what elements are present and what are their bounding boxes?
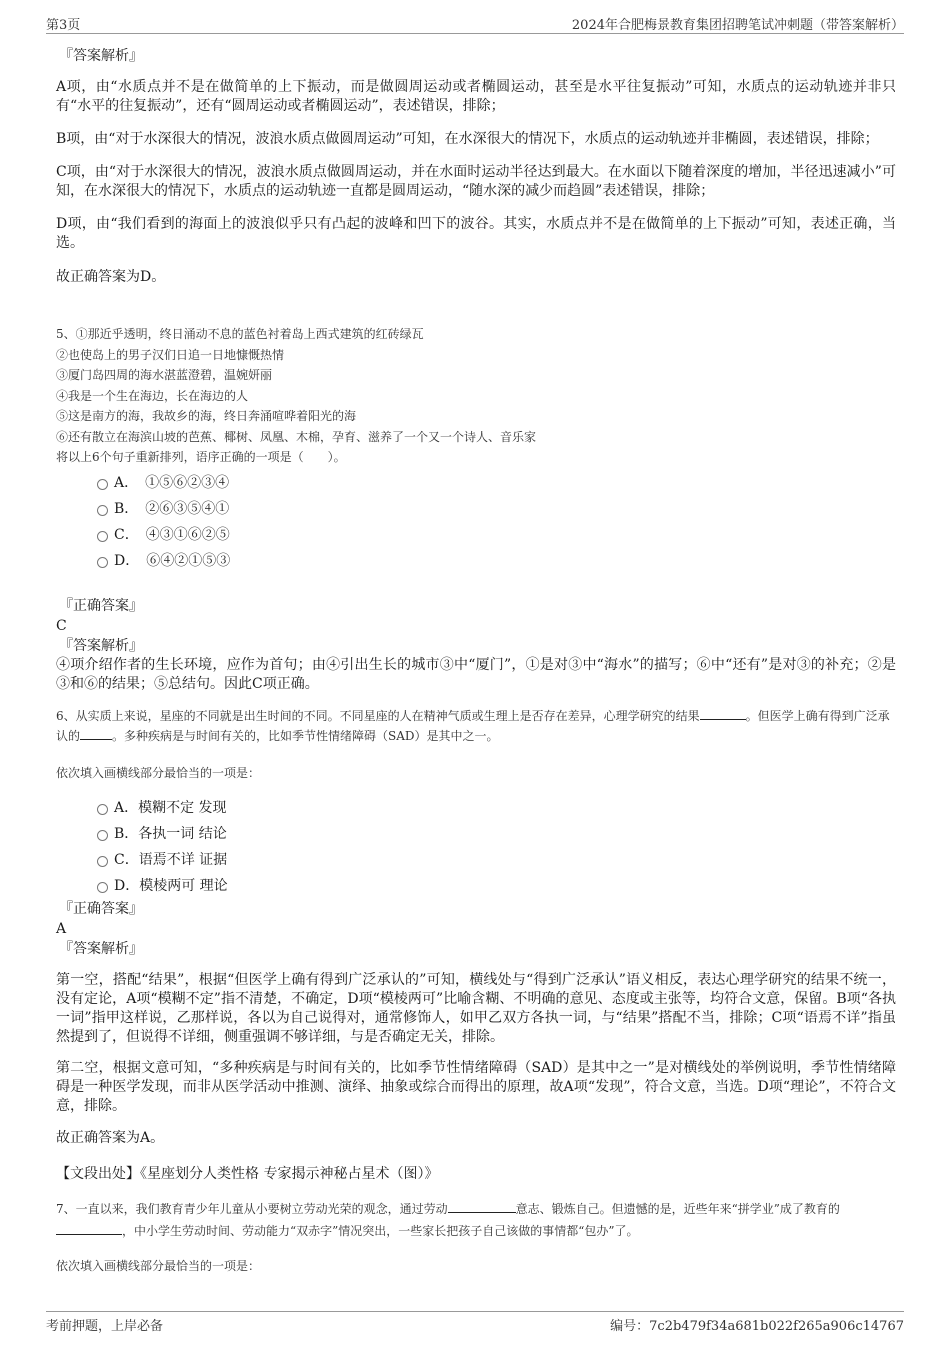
q5-line: ④我是一个生在海边，长在海边的人	[56, 388, 249, 403]
radio-icon[interactable]	[97, 856, 108, 867]
q6-source: 【文段出处】《星座划分人类性格 专家揭示神秘占星术（图）》	[56, 1166, 439, 1182]
page-content	[56, 46, 896, 1277]
q6-answer-label: 『正确答案』	[59, 901, 143, 917]
q5-options	[56, 470, 896, 574]
page-footer	[46, 1315, 904, 1334]
option-label: B． ②⑥③⑤④①	[114, 500, 230, 517]
q7-stem	[56, 1198, 896, 1242]
q5-answer-label: 『正确答案』	[59, 597, 143, 614]
document-code: 编号：7c2b479f34a681b022f265a906c14767	[610, 1319, 904, 1334]
q5-analysis-label: 『答案解析』	[59, 637, 143, 654]
radio-icon[interactable]	[97, 804, 108, 815]
radio-icon[interactable]	[97, 557, 108, 568]
option-label: C． ④③①⑥②⑤	[114, 526, 230, 543]
q6-analysis-1: 第一空，搭配“结果”，根据“但医学上确有得到广泛承认的”可知，横线处与“得到广泛承认”语义相反，表达心理学研究的结果不统一，没有定论，A项“模糊不定”指不清楚，不确定，D项“模棱两可”比喻含糊、不明确的意见、态度或主张等，均符合文意，保留。B项“各执一词”指甲这样说，乙那样说，各以为自己说得对，通常修饰人，如甲乙双方各执一词，与“结果”搭配不当，排除；C项“语焉不详”指虽然提到了，但说得不详细，侧重强调不够详细，与是否确定无关，排除。	[56, 972, 896, 1045]
q5-option-c[interactable]	[56, 522, 896, 548]
option-label: D． ⑥④②①⑤③	[114, 552, 231, 569]
radio-icon[interactable]	[97, 830, 108, 841]
q6-option-a[interactable]	[56, 795, 896, 821]
option-label: A．模糊不定 发现	[114, 800, 227, 816]
question-5	[56, 324, 896, 694]
footer-divider	[46, 1311, 904, 1312]
q6-stem	[56, 706, 896, 747]
q4-analysis	[56, 46, 896, 287]
q6-option-d[interactable]	[56, 873, 896, 899]
q6-options	[56, 795, 896, 899]
q5-line: ⑤这是南方的海，我故乡的海，终日奔涌喧哗着阳光的海	[56, 409, 357, 423]
q7-stem-part: 意志、锻炼自己。但遗憾的是，近些年来“拼学业”成了教育的	[515, 1202, 840, 1216]
q6-answer: A	[56, 921, 67, 937]
radio-icon[interactable]	[97, 882, 108, 893]
q4-analysis-c: C项，由“对于水深很大的情况，波浪水质点做圆周运动，并在水面时运动半径达到最大。在水面以下随着深度的增加，半径迅速减小”可知，在水深很大的情况下，水质点的运动轨迹一直都是圆周运动，“随水深的减少而趋圆”表述错误，排除；	[56, 164, 896, 199]
q7-prompt: 依次填入画横线部分最恰当的一项是：	[56, 1259, 261, 1273]
q6-analysis-label: 『答案解析』	[59, 941, 143, 957]
option-label: C．语焉不详 证据	[114, 852, 228, 868]
page-header	[46, 14, 904, 34]
header-divider	[46, 33, 904, 34]
q6-stem-part: 。多种疾病是与时间有关的，比如季节性情绪障碍（SAD）是其中之一。	[112, 729, 499, 743]
question-6	[56, 706, 896, 1185]
q6-stem-part: 6、从实质上来说，星座的不同就是出生时间的不同。不同星座的人在精神气质或生理上是否存在差异，心理学研究的结果	[56, 708, 700, 723]
q5-option-a[interactable]	[56, 470, 896, 496]
radio-icon[interactable]	[97, 479, 108, 490]
q6-analysis-2: 第二空，根据文意可知，“多种疾病是与时间有关的，比如季节性情绪障碍（SAD）是其中之一”是对横线处的举例说明，季节性情绪障碍是一种医学发现，而非从医学活动中推测、演绎、抽象或综合而得出的原理，故A项“发现”，符合文意，当选。D项“理论”，不符合文意，排除。	[56, 1060, 896, 1114]
footer-slogan: 考前押题，上岸必备	[46, 1319, 164, 1334]
answer-blank	[56, 1222, 122, 1235]
document-title: 2024年合肥梅景教育集团招聘笔试冲刺题（带答案解析）	[571, 18, 904, 33]
q7-stem-part: 7、一直以来，我们教育青少年儿童从小要树立劳动光荣的观念，通过劳动	[56, 1202, 448, 1216]
answer-blank	[80, 727, 112, 740]
q6-stem-part: 。但医学上确有得到广泛承认的	[56, 708, 890, 743]
q5-answer: C	[56, 617, 67, 634]
answer-blank	[448, 1200, 516, 1213]
answer-blank	[700, 707, 746, 720]
q5-line: ⑥还有散立在海滨山坡的芭蕉、椰树、凤凰、木棉，孕育、滋养了一个又一个诗人、音乐家	[56, 429, 537, 444]
q5-option-b[interactable]	[56, 496, 896, 522]
q4-analysis-label: 『答案解析』	[59, 48, 143, 64]
q6-option-b[interactable]	[56, 821, 896, 847]
q7-stem-part: ，中小学生劳动时间、劳动能力“双赤字”情况突出，一些家长把孩子自己该做的事情都“包办”了。	[122, 1224, 639, 1238]
q4-analysis-d: D项，由“我们看到的海面上的波浪似乎只有凸起的波峰和凹下的波谷。其实，水质点并不是在做简单的上下振动”可知，表述正确，当选。	[56, 216, 896, 251]
q5-line: 5、①那近乎透明，终日涌动不息的蓝色衬着岛上西式建筑的红砖绿瓦	[56, 327, 424, 341]
q6-conclusion: 故正确答案为A。	[56, 1130, 165, 1146]
radio-icon[interactable]	[97, 505, 108, 516]
radio-icon[interactable]	[97, 531, 108, 542]
q4-analysis-a: A项，由“水质点并不是在做简单的上下振动，而是做圆周运动或者椭圆运动，甚至是水平往复振动”可知，水质点的运动轨迹并非只有“水平的往复振动”，还有“圆周运动或者椭圆运动”，表述错误，排除；	[56, 79, 896, 114]
option-label: B．各执一词 结论	[114, 826, 227, 842]
q4-conclusion: 故正确答案为D。	[56, 269, 166, 285]
option-label: A． ①⑤⑥②③④	[114, 474, 230, 491]
option-label: D．模棱两可 理论	[114, 878, 228, 894]
q5-line: ③厦门岛四周的海水湛蓝澄碧，温婉妍丽	[56, 368, 273, 382]
q5-line: ②也使岛上的男子汉们日追一日地慷慨热情	[56, 347, 285, 362]
page-number: 第3页	[46, 18, 81, 33]
q5-option-d[interactable]	[56, 548, 896, 574]
q6-prompt: 依次填入画横线部分最恰当的一项是：	[56, 765, 261, 780]
q6-option-c[interactable]	[56, 847, 896, 873]
q5-prompt: 将以上6个句子重新排列，语序正确的一项是（ ）。	[56, 450, 346, 464]
q5-analysis: ④项介绍作者的生长环境，应作为首句；由④引出生长的城市③中“厦门”，①是对③中“海水”的描写；⑥中“还有”是对③的补充；②是③和⑥的结果；⑤总结句。因此C项正确。	[56, 656, 896, 692]
q4-analysis-b: B项，由“对于水深很大的情况，波浪水质点做圆周运动”可知，在水深很大的情况下，水质点的运动轨迹并非椭圆，表述错误，排除；	[56, 131, 879, 147]
question-7	[56, 1198, 896, 1277]
